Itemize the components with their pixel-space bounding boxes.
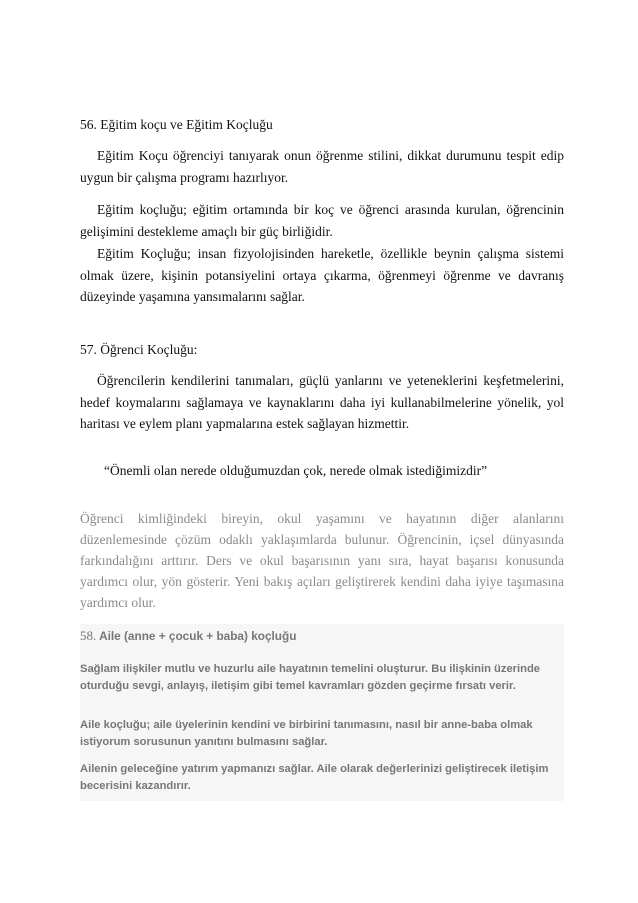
section-56-paragraph-2: Eğitim koçluğu; eğitim ortamında bir koç ve öğrenci arasında kurulan, öğrencinin gelişimini destekleme amaçlı bir güç birliğidir. — [80, 202, 564, 239]
section-57-quote: “Önemli olan nerede olduğumuzdan çok, nerede olmak istediğimizdir” — [104, 463, 488, 478]
section-58-paragraph-1: Sağlam ilişkiler mutlu ve huzurlu aile hayatının temelini oluşturur. Bu ilişkinin üzerinde oturduğu sevgi, anlayış, iletişim gibi temel kavramları gözden geçirme fırsatı verir. — [80, 663, 541, 692]
section-58-number: 58. — [80, 628, 97, 643]
section-58-title: 58. Aile (anne + çocuk + baba) koçluğu — [80, 628, 297, 643]
section-57-gray-paragraph: Öğrenci kimliğindeki bireyin, okul yaşamını ve hayatının diğer alanlarını düzenlemesinde çözüm odaklı yaklaşımlarda bulunur. Öğrencinin, içsel dünyasında farkındalığını arttırır. Ders ve okul başarısının yanı sıra, hayat başarısı konusunda yardımcı olur, yön gösterir. Yeni bakış açıları geliştirerek kendini daha iyiye taşımasına yardımcı olur. — [80, 511, 564, 610]
section-56-paragraph-1: Eğitim Koçu öğrenciyi tanıyarak onun öğrenme stilini, dikkat durumunu tespit edip uygun bir çalışma programı hazırlıyor. — [80, 148, 564, 185]
section-58-paragraph-3: Ailenin geleceğine yatırım yapmanızı sağlar. Aile olarak değerlerinizi geliştirecek iletişim becerisini kazandırır. — [80, 763, 549, 792]
section-56-title: 56. Eğitim koçu ve Eğitim Koçluğu — [80, 117, 273, 132]
section-57-paragraph-1: Öğrencilerin kendilerini tanımaları, güçlü yanlarını ve yeteneklerini keşfetmelerini, hedef koymalarını sağlamaya ve kaynaklarını daha iyi kullanabilmelerine yönelik, yol haritası ve eylem planı yapmalarına estek sağlayan hizmettir. — [80, 373, 564, 431]
section-56-paragraph-3: Eğitim Koçluğu; insan fizyolojisinden hareketle, özellikle beynin çalışma sistemi olmak üzere, kişinin potansiyelini ortaya çıkarma, öğrenmeyi öğrenme ve davranış düzeyinde yaşamına yansımalarını sağlar. — [80, 246, 564, 304]
section-58-paragraph-2: Aile koçluğu; aile üyelerinin kendini ve birbirini tanımasını, nasıl bir anne-baba olmak istiyorum sorusunun yanıtını bulmasını sağlar. — [80, 719, 533, 748]
section-57-title: 57. Öğrenci Koçluğu: — [80, 342, 198, 357]
section-58-box — [80, 624, 564, 801]
